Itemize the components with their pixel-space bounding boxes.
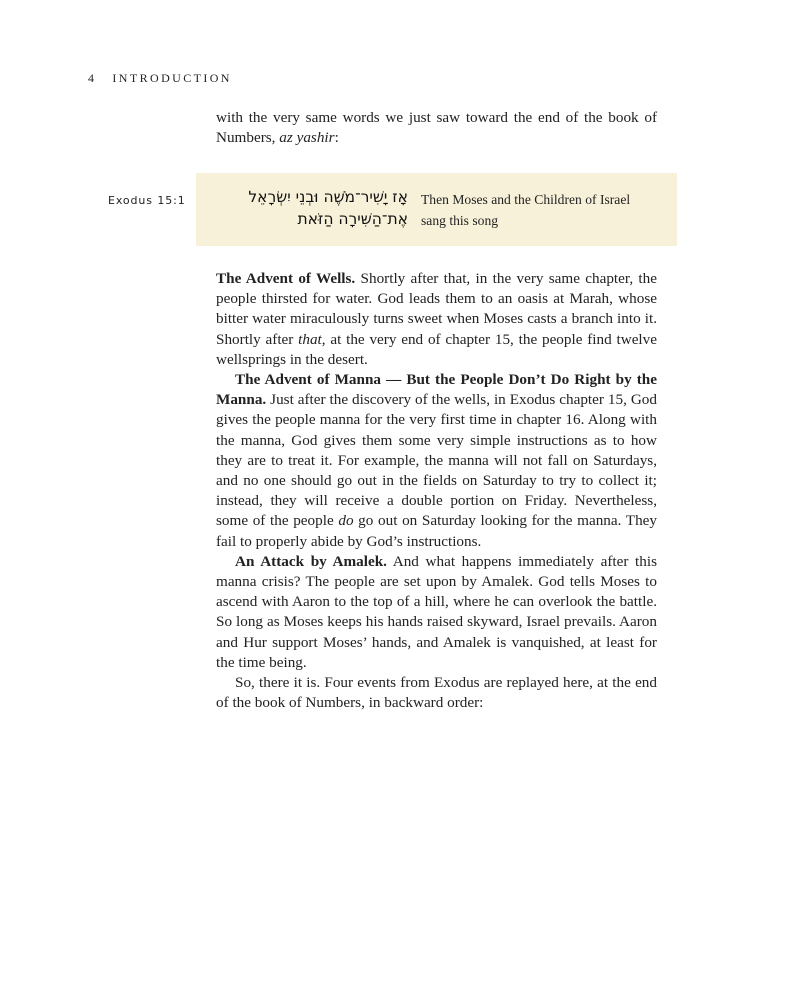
paragraph-manna-emphasis: do — [338, 512, 354, 530]
intro-paragraph — [216, 108, 657, 148]
intro-term: az yashir — [279, 129, 335, 147]
verse-translation — [421, 189, 666, 231]
paragraph-amalek-text: And what happens immediately after this manna crisis? The people are set upon by Amalek. God tells Moses to ascend with Aaron to the top of a hill, where he can overlook the battle. So long as Moses keeps his hands raised skyward, Israel prevails. Aaron and Hur support Moses’ hands, and Amalek is vanquished, at least for the time being. — [216, 552, 657, 671]
hebrew-line-1: אָז יָשִׁיר־מֹשֶׁה וּבְנֵי יִשְׂרָאֵל — [248, 188, 408, 206]
paragraph-manna-text-end: go out on Saturday looking for the manna. They fail to properly abide by God’s instructions. — [216, 512, 658, 550]
translation-line-2: sang this song — [421, 213, 499, 228]
paragraph-wells-text-end: , at the very end of chapter 15, the people find twelve wellsprings in the desert. — [216, 330, 657, 368]
intro-colon: : — [334, 129, 339, 147]
paragraph-summary-text: So, there it is. Four events from Exodus are replayed here, at the end of the book of Numbers, in backward order: — [216, 674, 657, 712]
verse-reference: Exodus 15:1 — [108, 194, 186, 207]
hebrew-verse — [208, 186, 408, 230]
paragraph-wells — [216, 269, 657, 370]
page-number: 4 — [88, 71, 97, 85]
running-head — [88, 71, 232, 86]
section-title: INTRODUCTION — [112, 71, 232, 85]
paragraph-wells-emphasis: that — [298, 330, 322, 348]
paragraph-summary — [216, 673, 657, 713]
paragraph-manna — [216, 370, 657, 552]
paragraph-manna-title: The Advent of Manna — But the People Don’t Do Right by the Manna. — [216, 371, 657, 409]
intro-text: with the very same words we just saw toward the end of the book of Numbers, — [216, 109, 657, 147]
hebrew-line-2: אֶת־הַשִּׁירָה הַזֹּאת — [297, 210, 408, 228]
paragraph-wells-title: The Advent of Wells. — [216, 270, 356, 287]
paragraph-wells-text: Shortly after that, in the very same chapter, the people thirsted for water. God leads them to an oasis at Marah, whose bitter water miraculously turns sweet when Moses casts a branch into it. Shortly after — [216, 270, 657, 348]
translation-line-1: Then Moses and the Children of Israel — [421, 192, 631, 207]
body-text — [216, 269, 657, 713]
paragraph-amalek-title: An Attack by Amalek. — [235, 552, 387, 570]
paragraph-amalek — [216, 552, 657, 673]
paragraph-manna-text: Just after the discovery of the wells, in Exodus chapter 15, God gives the people manna for the very first time in chapter 16. Along with the manna, God gives them some very simple instructions as to how they are to treat it. For example, the manna will not fall on Saturdays, and no one should go out in the fields on Saturday to try to collect it; instead, they will receive a double portion on Friday. Nevertheless, some of the people — [216, 391, 657, 530]
